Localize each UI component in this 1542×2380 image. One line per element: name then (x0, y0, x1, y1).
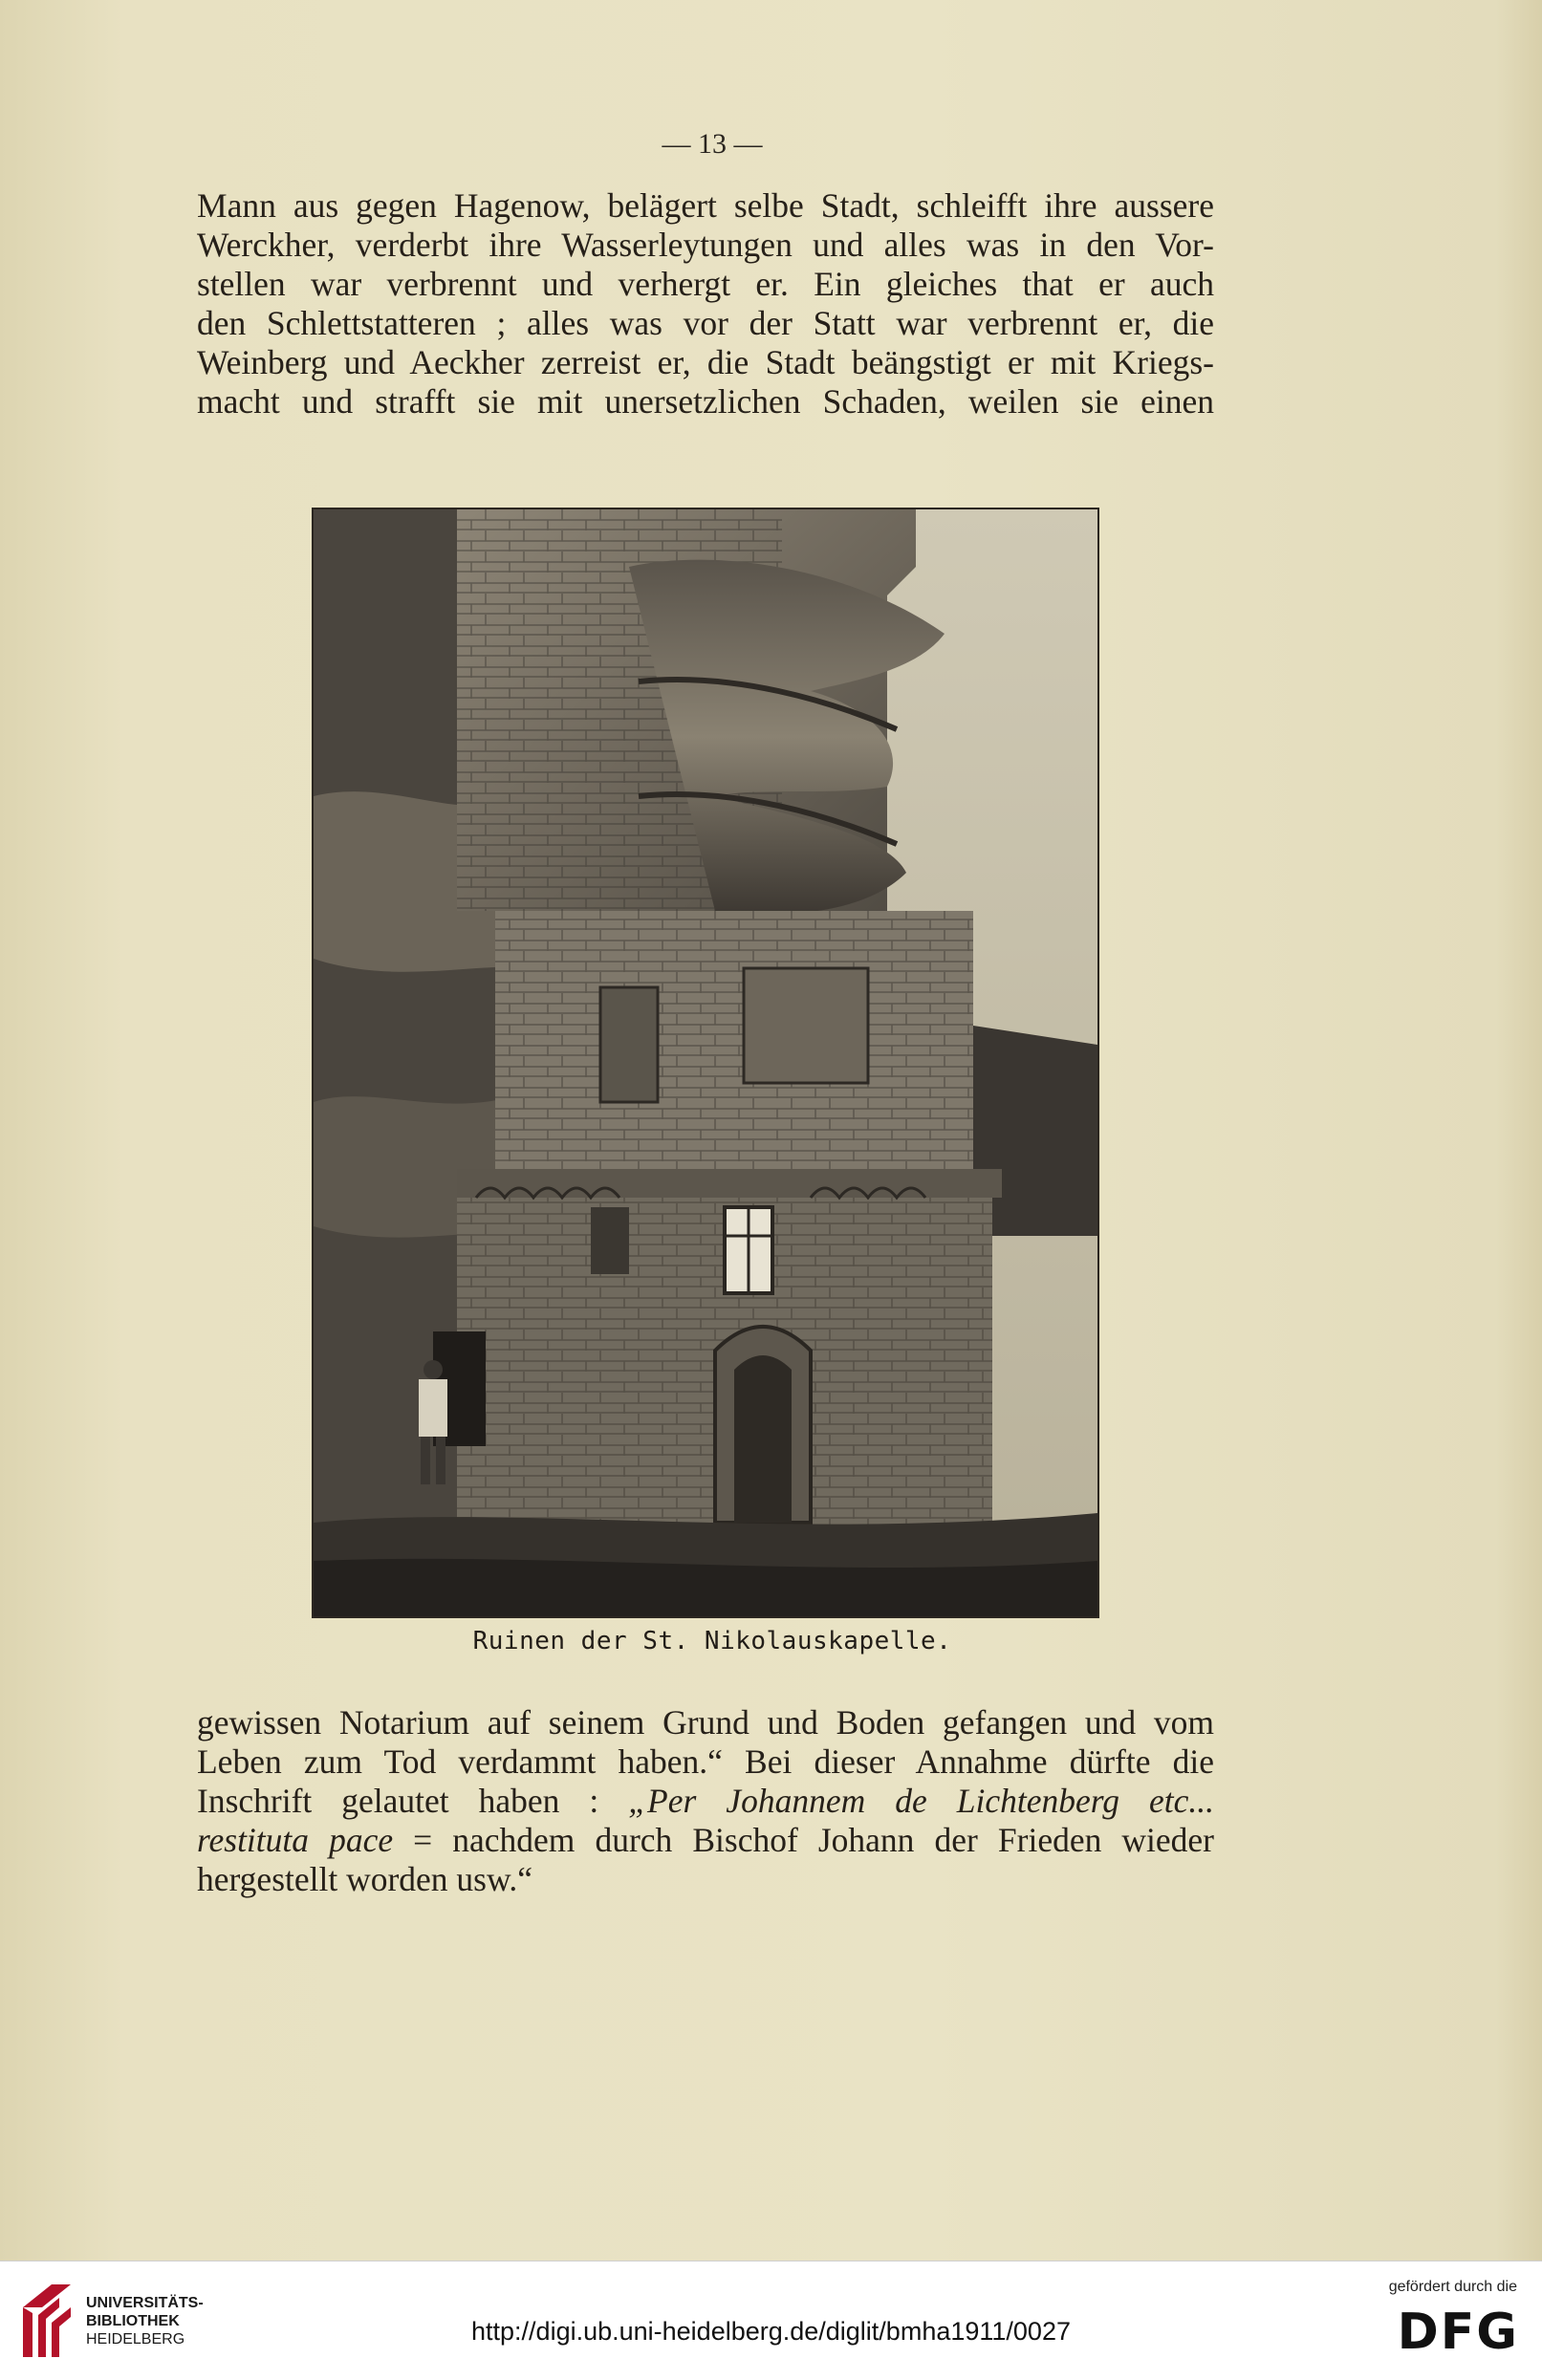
text-line (197, 1782, 1214, 1821)
text-line: stellen war verbrennt und verhergt er. Ein gleiches that er auch (197, 265, 1214, 303)
text-line: hergestellt worden usw.“ (197, 1860, 532, 1898)
funding-label: gefördert durch die (1388, 2279, 1517, 2295)
page-number: — 13 — (662, 128, 763, 160)
text-line: macht und strafft sie mit unersetzlichen Schaden, weilen sie einen (197, 382, 1214, 421)
photo-illustration (314, 509, 1097, 1616)
figure-caption: Ruinen der St. Nikolauskapelle. (472, 1627, 952, 1655)
paragraph-bottom (197, 1703, 1214, 1899)
text-line: gewissen Notarium auf seinem Grund und Boden gefangen und vom (197, 1703, 1214, 1742)
text-line: Mann aus gegen Hagenow, belägert selbe Stadt, schleifft ihre aussere (197, 186, 1214, 225)
chapel-ruins-photo (312, 508, 1099, 1618)
italic-text: restituta pace (197, 1821, 394, 1859)
text-line: den Schlettstatteren ; alles was vor der Statt war verbrennt er, die (197, 304, 1214, 342)
text-span: = nachdem durch Bischof Johann der Frieden wieder (393, 1821, 1214, 1859)
library-name-line: UNIVERSITÄTS- (86, 2295, 204, 2311)
text-line (197, 1821, 1214, 1860)
paragraph-top (197, 186, 1214, 422)
dfg-logo: DFG (1397, 2304, 1519, 2361)
text-line: Leben zum Tod verdammt haben.“ Bei dieser Annahme dürfte die (197, 1742, 1214, 1781)
text-line: Weinberg und Aeckher zerreist er, die Stadt beängstigt er mit Kriegs- (197, 343, 1214, 381)
library-name-line: BIBLIOTHEK (86, 2313, 180, 2329)
library-name-line: HEIDELBERG (86, 2331, 185, 2348)
italic-text: „Per Johannem de Lichtenberg etc... (628, 1782, 1214, 1820)
text-span: Inschrift gelautet haben : (197, 1782, 629, 1820)
text-line: Werckher, verderbt ihre Wasserleytungen und alles was in den Vor- (197, 226, 1214, 264)
source-url-link[interactable]: http://digi.ub.uni-heidelberg.de/diglit/bmha1911/0027 (471, 2317, 1071, 2346)
